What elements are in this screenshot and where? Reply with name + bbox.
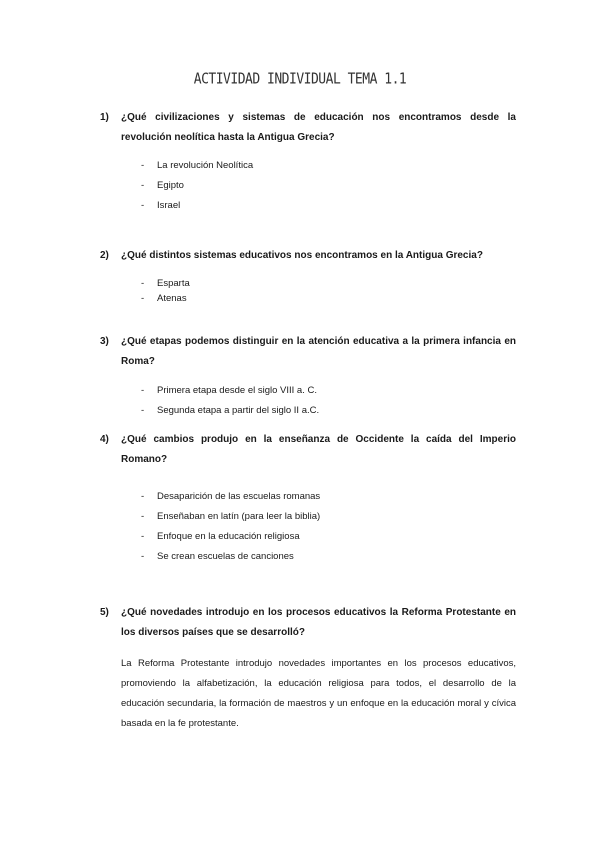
question-3 [100,332,516,372]
list-item: - Atenas [141,293,187,304]
answer-list-4 [141,487,320,567]
bullet-dash: - [141,491,145,502]
question-5 [100,603,516,643]
bullet-dash: - [141,160,145,171]
question-1 [100,108,516,148]
list-item: - Israel [141,196,253,216]
answer-paragraph-5: La Reforma Protestante introdujo novedades importantes en los procesos educativos, promoviendo la alfabetización, la educación religiosa para todos, el desarrollo de la educación secundaria, la formación de maestros y un enfoque en la educación moral y cívica basada en la fe protestante. [121,658,516,729]
question-text: ¿Qué novedades introdujo en los procesos educativos la Reforma Protestante en los diversos países que se desarrolló? [121,607,516,638]
list-item: - Enfoque en la educación religiosa [141,527,320,547]
bullet-dash: - [141,278,145,289]
list-item: - La revolución Neolítica [141,156,253,176]
list-item: - Egipto [141,176,253,196]
question-number: 5) [100,607,109,618]
bullet-dash: - [141,385,145,396]
list-item: - Primera etapa desde el siglo VIII a. C. [141,381,319,401]
question-4 [100,430,516,470]
question-number: 1) [100,112,109,123]
bullet-dash: - [141,293,145,304]
list-item: - Se crean escuelas de canciones [141,547,320,567]
answer-list-3 [141,381,319,421]
bullet-dash: - [141,180,145,191]
bullet-dash: - [141,200,145,211]
list-item: - Desaparición de las escuelas romanas [141,487,320,507]
question-2 [100,246,516,266]
list-item: - Segunda etapa a partir del siglo II a.C. [141,401,319,421]
question-number: 3) [100,336,109,347]
answer-list-1 [141,156,253,216]
bullet-dash: - [141,511,145,522]
question-text: ¿Qué distintos sistemas educativos nos encontramos en la Antigua Grecia? [121,250,483,261]
page-title: ACTIVIDAD INDIVIDUAL TEMA 1.1 [193,70,407,89]
answer-list-2 [141,276,190,306]
question-text: ¿Qué cambios produjo en la enseñanza de Occidente la caída del Imperio Romano? [121,434,516,465]
list-item: - Enseñaban en latín (para leer la biblia) [141,507,320,527]
question-text: ¿Qué civilizaciones y sistemas de educación nos encontramos desde la revolución neolítica hasta la Antigua Grecia? [121,112,516,143]
bullet-dash: - [141,531,145,542]
bullet-dash: - [141,551,145,562]
question-number: 2) [100,250,109,261]
list-item: - Esparta [141,278,190,289]
question-text: ¿Qué etapas podemos distinguir en la atención educativa a la primera infancia en Roma? [121,336,516,367]
question-number: 4) [100,434,109,445]
bullet-dash: - [141,405,145,416]
